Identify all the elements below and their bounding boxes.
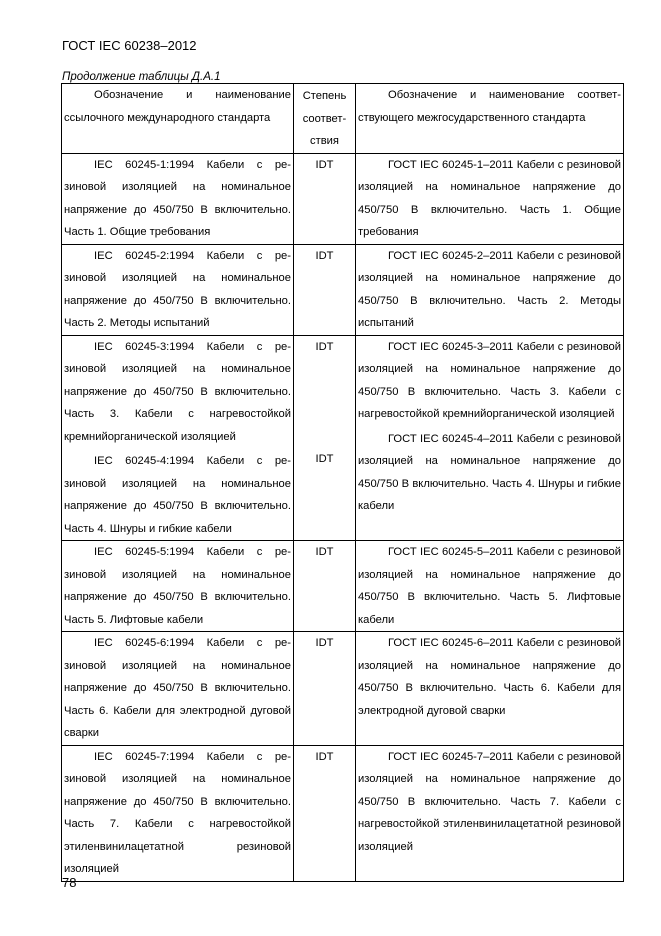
page-number: 78 [62,875,77,890]
interstate-standard-cell: ГОСТ IEC 60245-5–2011 Кабели с резиновой изоляцией на номинальное напряжение до 450/750 В включительно. Часть 5. Лифтовые кабели [356,541,624,632]
interstate-standard-cell: ГОСТ IEC 60245-1–2011 Кабели с резиновой изоляцией на номинальное напряжение до 450/750 В включительно. Часть 1. Общие требования [356,153,624,244]
table-row [62,153,624,244]
table-row [62,745,624,881]
degree-text: IDT [315,453,334,465]
interstate-standard-cell: ГОСТ IEC 60245-6–2011 Кабели с резиновой изоляцией на номинальное напряжение до 450/750 В включительно. Часть 6. Кабели для электродной дуговой сварки [356,632,624,746]
header-degree: Степень соответствия [294,84,356,154]
header-interstate-standard: Обозначение и наименование соответствующего межгосударственного стандарта [356,84,624,154]
degree-cell: IDT [294,745,356,881]
intl-standard-text: IEC 60245-4:1994 Кабели с резиновой изоляцией на номинальное напряжение до 450/750 В включительно. Часть 4. Шнуры и гибкие кабели [64,455,291,535]
intl-standard-cell: IEC 60245-6:1994 Кабели с резиновой изоляцией на номинальное напряжение до 450/750 В включительно. Часть 6. Кабели для электродной дуговой сварки [62,632,294,746]
table-row [62,541,624,632]
degree-cell: IDT [294,541,356,632]
correspondence-table [61,83,624,882]
degree-cell: IDT [294,153,356,244]
degree-text: IDT [315,340,334,353]
table-row [62,632,624,746]
table-row [62,244,624,335]
interstate-standard-text: ГОСТ IEC 60245-4–2011 Кабели с резиновой изоляцией на номинальное напряжение до 450/750 В включительно. Часть 4. Шнуры и гибкие кабели [358,432,621,512]
degree-cell: IDT [294,244,356,335]
interstate-standard-text: ГОСТ IEC 60245-3–2011 Кабели с резиновой изоляцией на номинальное напряжение до 450/750 В включительно. Часть 3. Кабели с нагревостойкой кремнийорганической изоляцией [358,340,621,420]
degree-cell [294,335,356,541]
degree-cell: IDT [294,632,356,746]
intl-standard-cell: IEC 60245-1:1994 Кабели с резиновой изоляцией на номинальное напряжение до 450/750 В включительно. Часть 1. Общие требования [62,153,294,244]
interstate-standard-cell: ГОСТ IEC 60245-7–2011 Кабели с резиновой изоляцией на номинальное напряжение до 450/750 В включительно. Часть 7. Кабели с нагревостойкой этиленвинилацетатной резиновой изоляцией [356,745,624,881]
intl-standard-cell: IEC 60245-2:1994 Кабели с резиновой изоляцией на номинальное напряжение до 450/750 В включительно. Часть 2. Методы испытаний [62,244,294,335]
intl-standard-cell [62,335,294,541]
document-header: ГОСТ IEC 60238–2012 [62,38,197,53]
table-header-row [62,84,624,154]
table-row [62,335,624,541]
intl-standard-cell: IEC 60245-7:1994 Кабели с резиновой изоляцией на номинальное напряжение до 450/750 В включительно. Часть 7. Кабели с нагревостойкой этиленвинилацетатной резиновой изоляцией [62,745,294,881]
interstate-standard-cell [356,335,624,541]
intl-standard-text: IEC 60245-3:1994 Кабели с резиновой изоляцией на номинальное напряжение до 450/750 В включительно. Часть 3. Кабели с нагревостойкой кремнийорганической изоляцией [64,340,291,443]
table-caption: Продолжение таблицы Д.А.1 [62,71,221,83]
intl-standard-cell: IEC 60245-5:1994 Кабели с резиновой изоляцией на номинальное напряжение до 450/750 В включительно. Часть 5. Лифтовые кабели [62,541,294,632]
header-intl-standard: Обозначение и наименование ссылочного международного стандарта [62,84,294,154]
interstate-standard-cell: ГОСТ IEC 60245-2–2011 Кабели с резиновой изоляцией на номинальное напряжение до 450/750 В включительно. Часть 2. Методы испытаний [356,244,624,335]
